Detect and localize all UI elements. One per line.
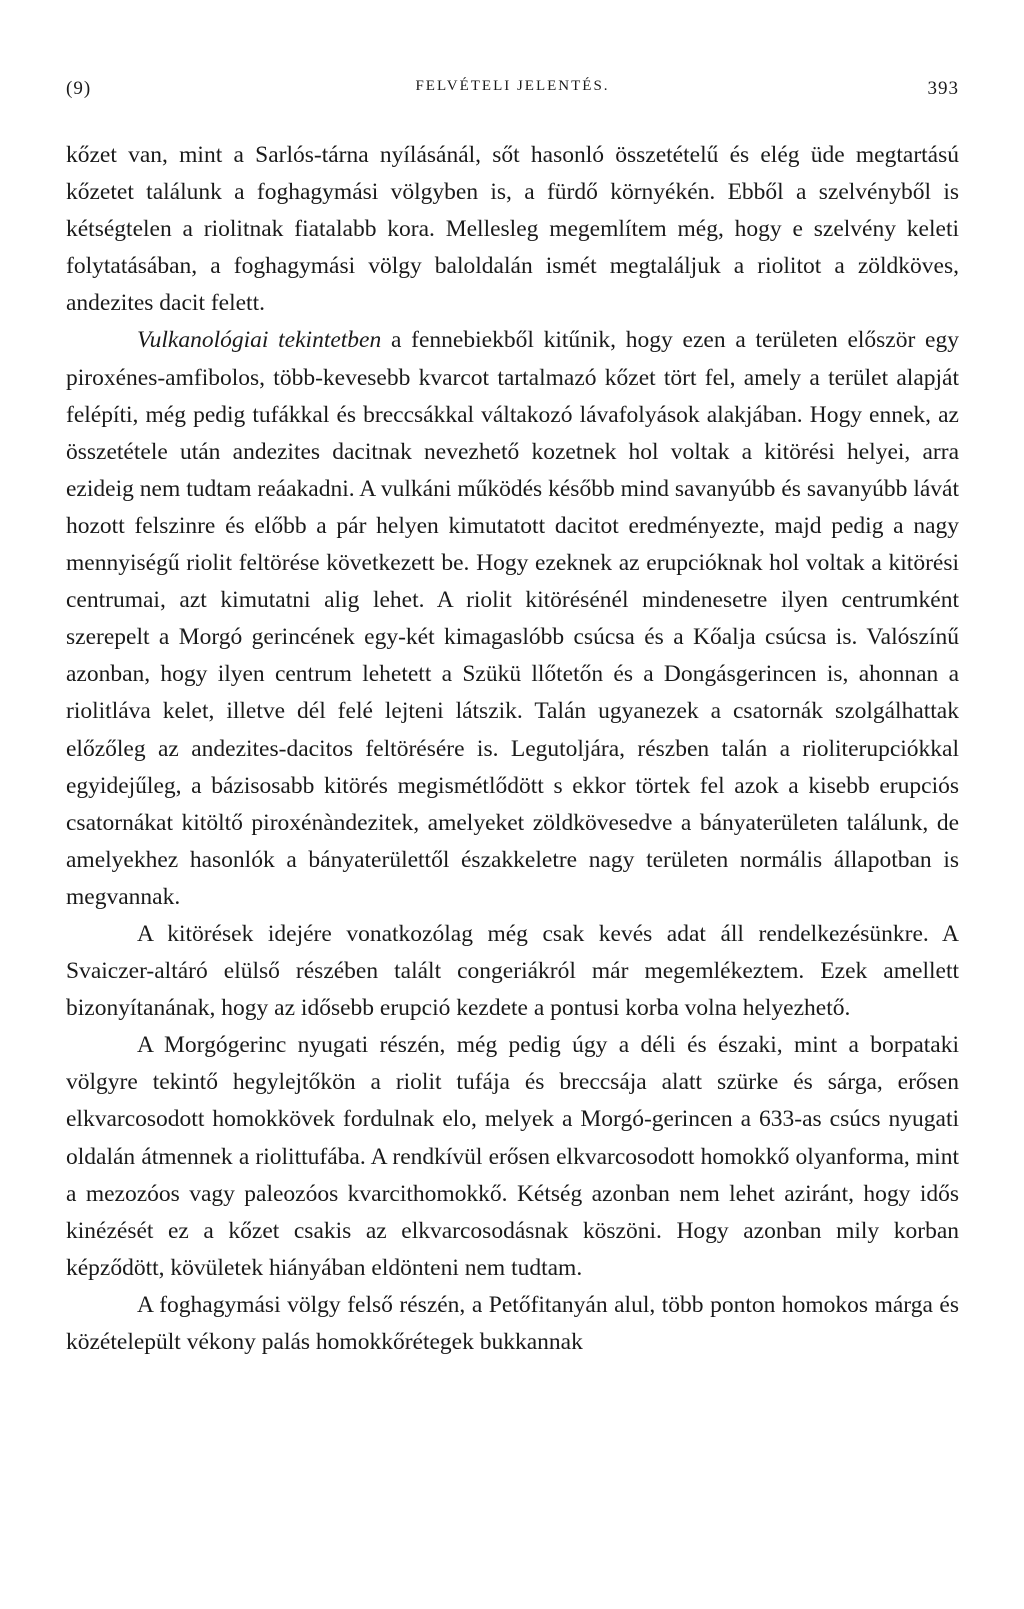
paragraph-text: kőzet van, mint a Sarlós-tárna nyílásánál, sőt hasonló összetételű és elég üde megtartású kőzetet találunk a foghagymási völgyben is, a fürdő környékén. Ebből a szelvényből is kétségtelen a riolitnak fiatalabb kora. Mellesleg megemlítem még, hogy e szelvény keleti folytatásában, a foghagymási völgy baloldalán ismét megtaláljuk a riolitot a zöldköves, andezites dacit felett. <box>66 142 959 317</box>
paragraph-2 <box>66 322 959 916</box>
paragraph-1 <box>66 137 959 322</box>
paragraph-text: a fennebiekből kitűnik, hogy ezen a területen először egy piroxénes-amfibolos, több-kevesebb kvarcot tartalmazó kőzet tört fel, amely a terület alapját felépíti, még pedig tufákkal és breccsákkal váltakozó lávafolyások alakjában. Hogy ennek, az összetétele után andezites dacitnak nevezhető kozetnek hol voltak a kitörési helyei, arra ezideig nem tudtam reáakadni. A vulkáni működés később mind savanyúbb és savanyúbb lávát hozott felszinre és előbb a pár helyen kimutatott dacitot eredményezte, majd pedig a nagy mennyiségű riolit feltörése következett be. Hogy ezeknek az erupcióknak hol voltak a kitörési centrumai, azt kimutatni alig lehet. A riolit kitörésénél mindenesetre ilyen centrumként szerepelt a Morgó gerincének egy-két kimagaslóbb csúcsa és a Kőalja csúcsa is. Valószínű azonban, hogy ilyen centrum lehetett a Szükü llőtetőn és a Dongásgerincen is, ahonnan a riolitláva kelet, illetve dél felé lejteni látszik. Talán ugyanezek a csatornák szolgálhattak előzőleg az andezites-dacitos feltörésére is. Legutoljára, részben talán a rioliterupciókkal egyidejűleg, a bázisosabb kitörés megismétlődött s ekkor törtek fel azok a kisebb erupciós csatornákat kitöltő piroxénàndezitek, amelyeket zöldkövesedve a bányaterületen találunk, de amelyekhez hasonlók a bányaterülettől északkeletre nagy területen normális állapotban is megvannak. <box>66 327 959 910</box>
paragraph-text: A kitörések idejére vonatkozólag még csak kevés adat áll rendelkezésünkre. A Svaiczer-altáró elülső részében talált congeriákról már megemlékeztem. Ezek amellett bizonyítanának, hogy az idősebb erupció kezdete a pontusi korba volna helyezhető. <box>66 920 959 1022</box>
paragraph-5 <box>66 1287 959 1361</box>
paragraph-4 <box>66 1027 959 1287</box>
paragraph-text: A Morgógerinc nyugati részén, még pedig úgy a déli és északi, mint a borpataki völgyre tekintő hegylejtőkön a riolit tufája és breccsája alatt szürke és sárga, erősen elkvarcosodott homokkövek fordulnak elo, melyek a Morgó-gerincen a 633-as csúcs nyugati oldalán átmennek a riolittufába. A rendkívül erősen elkvarcosodott homokkő olyanforma, mint a mezozóos vagy paleozóos kvarcithomokkő. Kétség azonban nem lehet aziránt, hogy idős kinézését ez a kőzet csakis az elkvarcosodásnak köszöni. Hogy azonban mily korban képződött, kövületek hiányában eldönteni nem tudtam. <box>66 1032 959 1281</box>
paragraph-3 <box>66 916 959 1027</box>
section-number: (9) <box>66 78 92 99</box>
body-text <box>66 137 959 1361</box>
paragraph-lead-italic: Vulkanológiai tekintetben <box>137 327 382 354</box>
running-title: FELVÉTELI JELENTÉS. <box>415 78 610 94</box>
page-number: 393 <box>927 78 959 99</box>
paragraph-text: A foghagymási völgy felső részén, a Petőfitanyán alul, több ponton homokos márga és közételepült vékony palás homokkőrétegek bukkannak <box>66 1291 959 1355</box>
running-head <box>66 78 959 102</box>
